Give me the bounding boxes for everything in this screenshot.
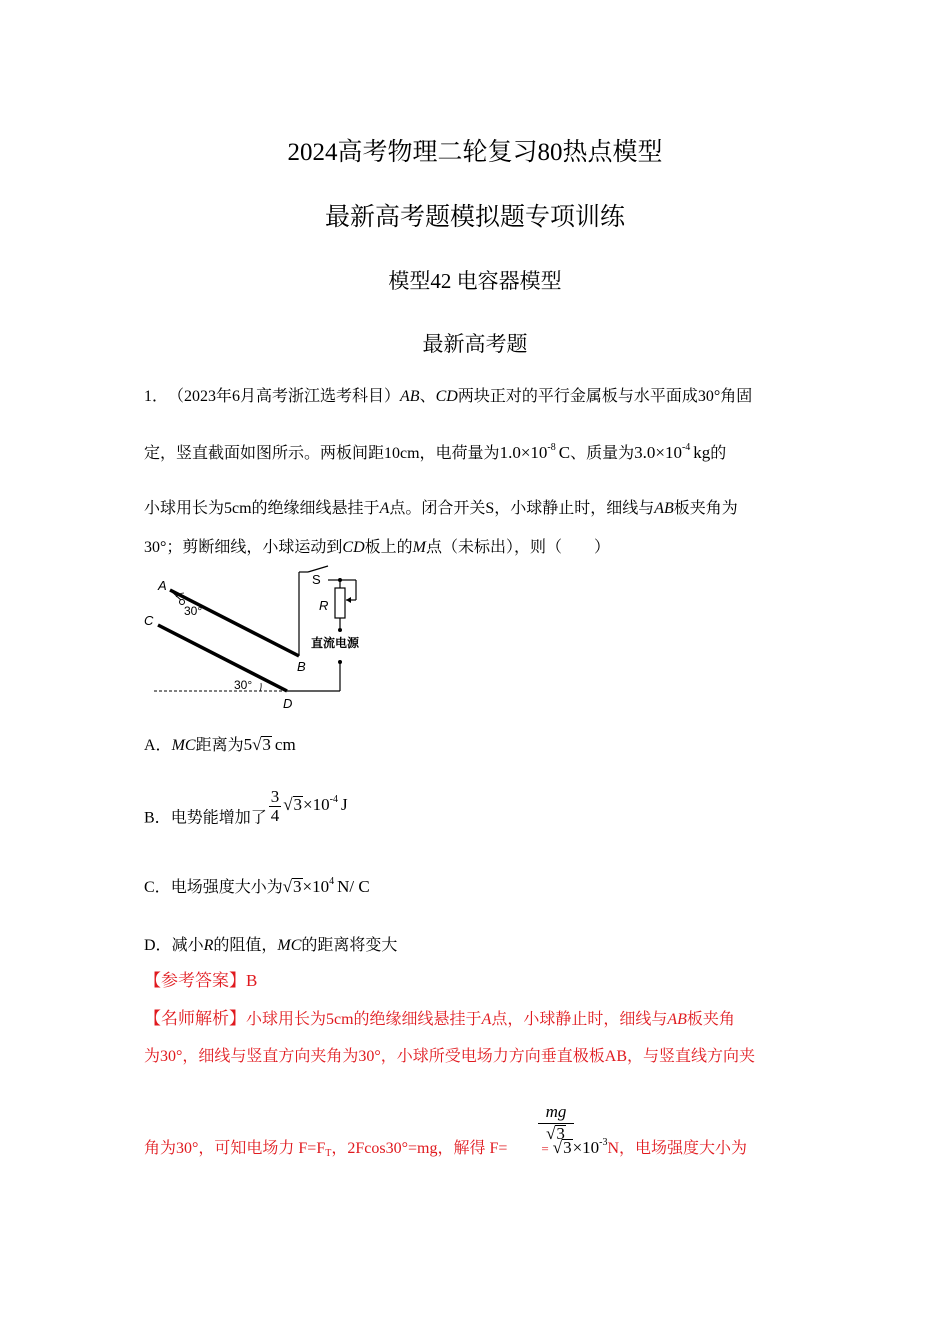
subtitle: 最新高考题模拟题专项训练 bbox=[324, 204, 625, 231]
answer-value: B bbox=[246, 971, 258, 990]
label-b: B bbox=[297, 659, 306, 674]
option-a-formula: 5√3 cm bbox=[243, 735, 296, 754]
question-line-3: 小球用长为5cm的绝缘细线悬挂于A点。闭合开关S，小球静止时，细线与AB板夹角为 bbox=[144, 500, 738, 517]
analysis-label: 【名师解析】 bbox=[144, 1009, 246, 1028]
angle-top: 30° bbox=[184, 604, 203, 618]
answer-line bbox=[144, 966, 257, 991]
analysis-line-3: 角为30°，可知电场力 $F=F_T$，2Fcos30°=mg，解得 $F= = √3\times 10^{-3}N$，电场强度大小为 bbox=[144, 1137, 748, 1159]
answer-label: 【参考答案】 bbox=[144, 971, 246, 990]
question-source: （2023年6月高考浙江选考科目） bbox=[176, 388, 401, 405]
label-d: D bbox=[283, 696, 293, 711]
question-number: 1． bbox=[144, 388, 169, 405]
label-r: R bbox=[319, 598, 329, 613]
option-b[interactable]: B．电势能增加了 $\frac{3}{4}$ $√3\times 10^{-4}$ J bbox=[144, 787, 348, 827]
charge-expression: $1.0\times 10^{-8}$ C bbox=[499, 442, 571, 462]
question-line-2: 定，竖直截面如图所示。两板间距10cm，电荷量为$1.0\times 10^{-8}$ C、质量为$3.0\times 10^{-4}$ kg的 bbox=[144, 442, 727, 462]
resistor-r bbox=[335, 588, 345, 618]
plate-ab: AB bbox=[400, 388, 420, 405]
option-a[interactable]: A．MC距离为5√3 cm bbox=[144, 735, 296, 754]
plate-ab-line bbox=[170, 590, 299, 656]
section-title: 最新高考题 bbox=[422, 332, 528, 356]
result-expression: $√3\times 10^{-3}$ bbox=[552, 1137, 608, 1157]
plate-cd: CD bbox=[435, 388, 458, 405]
option-c-formula: $√3\times 10^4$ N/ C bbox=[282, 876, 370, 896]
question-line-4: 30°；剪断细线，小球运动到CD板上的M点（未标出），则（ ） bbox=[144, 539, 610, 556]
option-b-formula: $\frac{3}{4}$ $√3\times 10^{-4}$ J bbox=[270, 787, 348, 825]
angle-bottom: 30° bbox=[234, 678, 253, 692]
label-power-source: 直流电源 bbox=[311, 636, 360, 650]
fraction-block: mg √3 bbox=[538, 1101, 574, 1144]
label-a: A bbox=[158, 578, 167, 593]
plate-cd-line bbox=[158, 625, 287, 691]
mass-expression: $3.0\times 10^{-4}$ kg bbox=[634, 442, 711, 462]
label-c: C bbox=[144, 613, 154, 628]
model-title: 模型42 电容器模型 bbox=[388, 269, 562, 293]
analysis-line-2: 为30°，细线与竖直方向夹角为30°，小球所受电场力方向垂直极板AB，与竖直线方向夹 bbox=[144, 1048, 756, 1065]
option-c[interactable]: C．电场强度大小为$√3\times 10^4$ N/ C bbox=[144, 876, 370, 896]
capacitor-diagram bbox=[140, 562, 380, 717]
question-line-1: 1． （2023年6月高考浙江选考科目）AB、CD两块正对的平行金属板与水平面成30°角固 bbox=[144, 388, 753, 405]
main-title: 2024高考物理二轮复习80热点模型 bbox=[287, 139, 663, 166]
label-s: S bbox=[312, 572, 321, 587]
option-d[interactable]: D．减小R的阻值，MC的距离将变大 bbox=[144, 937, 398, 954]
analysis-line-1: 【名师解析】小球用长为5cm的绝缘细线悬挂于A点，小球静止时，细线与AB板夹角 bbox=[144, 1009, 735, 1028]
